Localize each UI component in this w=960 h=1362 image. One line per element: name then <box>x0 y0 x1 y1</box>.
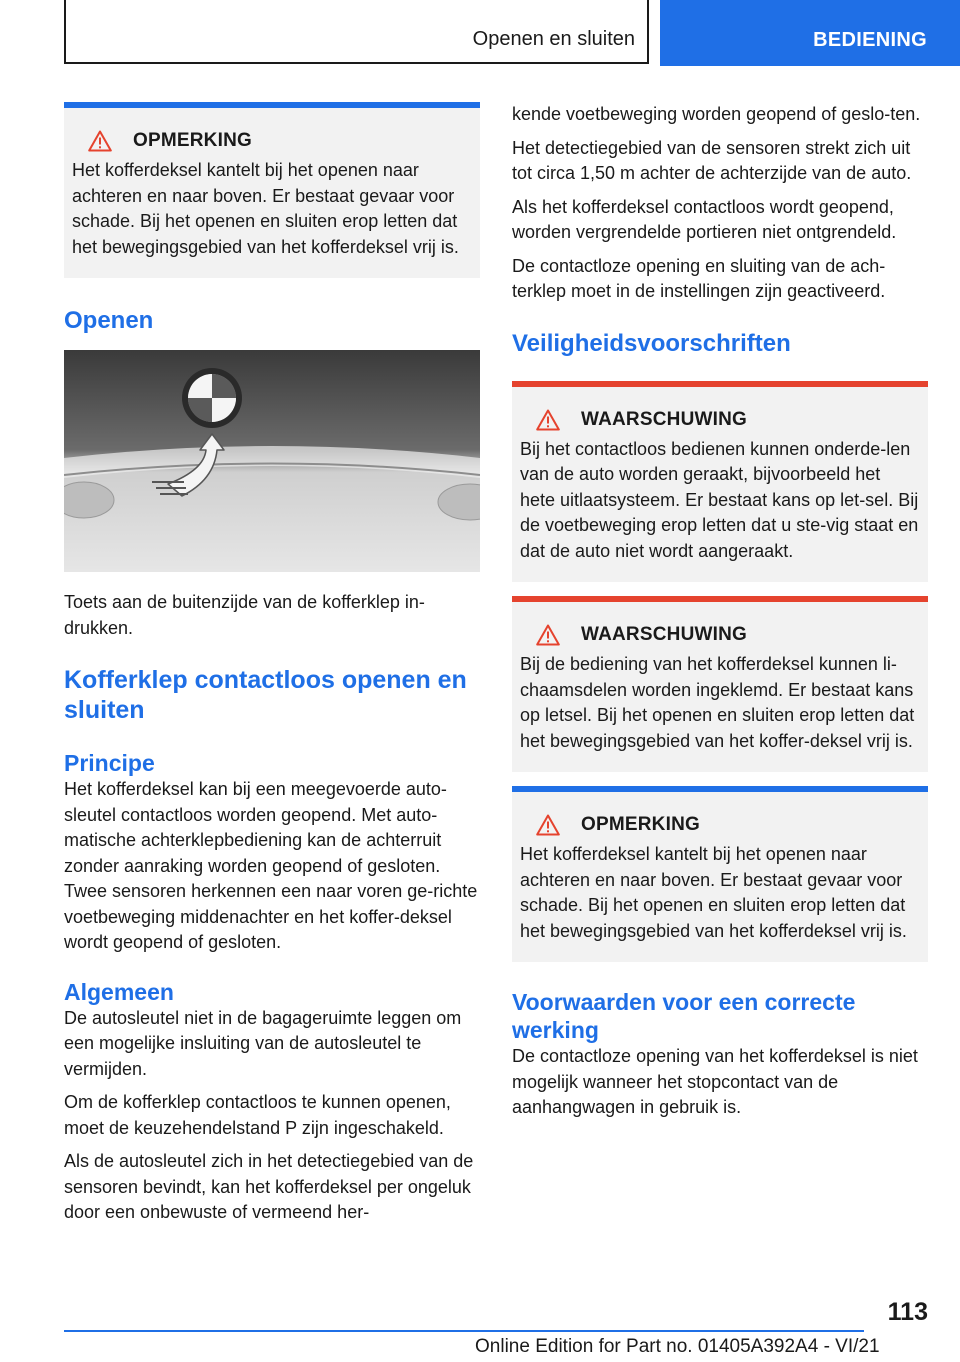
figure-caption: Toets aan de buitenzijde van de kofferklep in-drukken. <box>64 592 425 638</box>
notice-box <box>64 102 480 278</box>
right-paragraph-4: De contactloze opening en sluiting van de ach-terklep moet in de instellingen zijn geactiveerd. <box>512 255 886 301</box>
section-tab <box>64 0 649 64</box>
notice-text: Het kofferdeksel kantelt bij het openen naar achteren en naar boven. Er bestaat gevaar voor schade. Bij het openen en sluiten erop letten dat het bewegingsgebied van het kofferdeksel vrij is. <box>72 160 459 257</box>
algemeen-paragraph-2: Om de kofferklep contactloos te kunnen openen, moet de keuzehendelstand P zijn ingeschakeld. <box>64 1092 451 1138</box>
heading-conditions: Voorwaarden voor een correcte werking <box>512 989 856 1043</box>
page-header <box>0 0 960 64</box>
chapter-title: BEDIENING <box>813 29 927 51</box>
tailgate-figure <box>64 350 480 572</box>
right-column <box>512 102 928 1129</box>
tailgate-button-illustration <box>64 350 480 572</box>
heading-principe: Principe <box>64 750 155 776</box>
warning-title: WAARSCHUWING <box>581 624 747 645</box>
warning-triangle-icon <box>536 814 560 836</box>
section-title: Openen en sluiten <box>472 28 635 50</box>
warning-triangle-icon <box>536 409 560 431</box>
heading-contactless: Kofferklep contactloos openen en sluiten <box>64 666 467 724</box>
notice-box <box>512 786 928 962</box>
warning-text: Bij de bediening van het kofferdeksel kunnen li-chaamsdelen worden ingeklemd. Er bestaat kans op letsel. Bij het openen en sluiten erop letten dat het bewegingsgebied van het koffer-deksel vrij is. <box>520 654 915 751</box>
heading-openen: Openen <box>64 307 154 334</box>
chapter-tab <box>660 0 960 66</box>
warning-box <box>512 381 928 583</box>
warning-triangle-icon <box>536 624 560 646</box>
warning-box <box>512 596 928 772</box>
algemeen-paragraph-1: De autosleutel niet in de bagageruimte leggen om een mogelijke insluiting van de autosleutel te vermijden. <box>64 1007 462 1079</box>
footer-rule <box>64 1330 864 1332</box>
warning-heading <box>520 409 920 431</box>
principe-text: Het kofferdeksel kan bij een meegevoerde auto-sleutel contactloos worden geopend. Met auto-matische achterklepbediening kan de achterruit zonder aanraking worden geopend of gesloten. Twee sensoren herkennen een naar voren ge-richte voetbeweging middenachter en het koffer-deksel wordt geopend of gesloten. <box>64 779 478 952</box>
footer-edition: Online Edition for Part no. 01405A392A4 - VI/21 <box>475 1336 880 1357</box>
warning-text: Bij het contactloos bedienen kunnen onderde-len van de auto worden geraakt, bijvoorbeeld het hete uitlaatsysteem. Er bestaat kans op let-sel. Bij de voetbeweging erop letten dat u ste-vig staat en dat de auto niet wordt aangeraakt. <box>520 438 919 561</box>
right-paragraph-3: Als het kofferdeksel contactloos wordt geopend, worden vergrendelde portieren niet ontgrendeld. <box>512 196 897 242</box>
notice-title: OPMERKING <box>581 814 700 835</box>
notice-heading <box>72 130 472 152</box>
heading-safety: Veiligheidsvoorschriften <box>512 329 791 357</box>
left-column <box>64 102 480 1234</box>
notice-title: OPMERKING <box>133 130 252 151</box>
notice-text: Het kofferdeksel kantelt bij het openen naar achteren en naar boven. Er bestaat gevaar voor schade. Bij het openen en sluiten erop letten dat het bewegingsgebied van het kofferdeksel vrij is. <box>520 844 907 941</box>
warning-heading <box>520 624 920 646</box>
notice-heading <box>520 814 920 836</box>
algemeen-paragraph-3: Als de autosleutel zich in het detectiegebied van de sensoren bevindt, kan het kofferdeksel per ongeluk door een onbewuste of vermeend her- <box>64 1151 474 1222</box>
warning-title: WAARSCHUWING <box>581 408 747 430</box>
right-paragraph-1: kende voetbeweging worden geopend of geslo-ten. <box>512 104 921 124</box>
warning-triangle-icon <box>88 130 112 152</box>
page-number: 113 <box>887 1298 928 1326</box>
heading-algemeen: Algemeen <box>64 978 174 1005</box>
right-paragraph-2: Het detectiegebied van de sensoren strekt zich uit tot circa 1,50 m achter de achterzijde van de auto. <box>512 137 912 183</box>
conditions-text: De contactloze opening van het kofferdeksel is niet mogelijk wanneer het stopcontact van de aanhangwagen in gebruik is. <box>512 1046 918 1117</box>
